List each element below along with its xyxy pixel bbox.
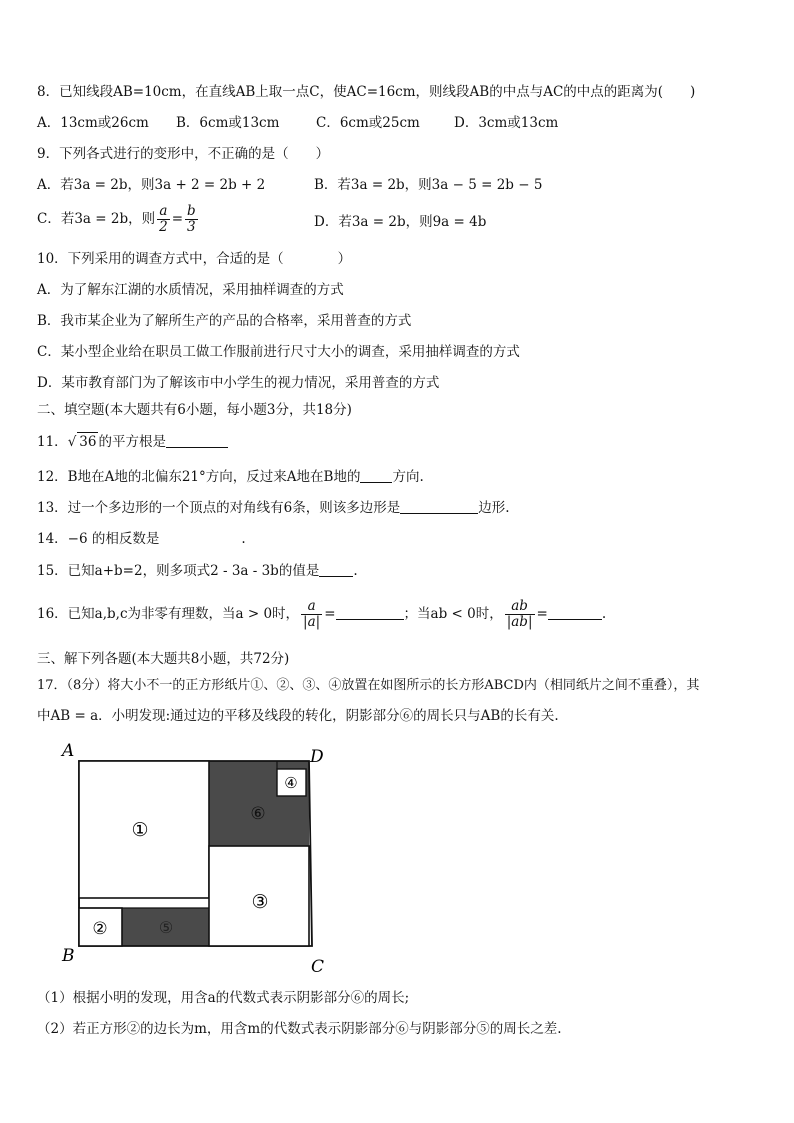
question-14: [37, 530, 246, 548]
fraction-denominator: |a|: [303, 614, 321, 630]
answer-blank-2[interactable]: [548, 605, 602, 620]
q16-end: .: [601, 606, 607, 622]
answer-blank[interactable]: [166, 433, 228, 448]
vertex-a: A: [62, 741, 75, 761]
fraction-a-over-abs-a: [301, 599, 322, 630]
fraction-numerator: ab: [505, 599, 535, 615]
question-13: [37, 499, 510, 517]
q13-suffix: 边形.: [478, 500, 510, 516]
q17-sub-question-1: （1）根据小明的发现，用含a的代数式表示阴影部分⑥的周长;: [37, 990, 410, 1006]
radicand: 36: [79, 434, 97, 450]
q13-text: 13．过一个多边形的一个顶点的对角线有6条，则该多边形是: [37, 500, 401, 516]
question-17-line-1: 17．（8分）将大小不一的正方形纸片①、②、③、④放置在如图所示的长方形ABCD内（相同纸片之间不重叠），其: [37, 678, 700, 693]
label-3: ③: [251, 891, 269, 913]
equals-sign: =: [536, 606, 548, 622]
question-11: [37, 432, 228, 451]
fraction-numerator: a: [301, 599, 322, 615]
q12-suffix: 方向.: [392, 469, 424, 485]
equals-sign: =: [171, 211, 183, 227]
label-6: ⑥: [250, 804, 266, 824]
sqrt-sign: √: [67, 434, 77, 450]
question-16: [37, 599, 606, 630]
question-12: [37, 468, 424, 486]
label-2: ②: [92, 919, 108, 939]
q15-text: 15．已知a+b=2，则多项式2 - 3a - 3b的值是: [37, 563, 320, 579]
fraction-denominator: 3: [187, 219, 196, 235]
q8-option-a: A．13cm或26cm: [37, 115, 149, 131]
section-3-heading: 三、解下列各题(本大题共8小题，共72分): [37, 651, 290, 667]
fraction-a-over-2: [157, 204, 170, 235]
q11-prefix: 11．: [37, 434, 68, 450]
answer-blank[interactable]: [360, 468, 392, 483]
question-15: [37, 562, 358, 580]
q17-sub-question-2: （2）若正方形②的边长为m，用含m的代数式表示阴影部分⑥与阴影部分⑤的周长之差.: [37, 1021, 562, 1037]
section-2-heading: 二、填空题(本大题共有6小题，每小题3分，共18分): [37, 402, 352, 418]
q11-text: 的平方根是: [98, 434, 166, 450]
question-8: 8．已知线段AB=10cm，在直线AB上取一点C，使AC=16cm，则线段AB的中点与AC的中点的距离为( ): [37, 84, 696, 100]
q10-option-a: A．为了解东江湖的水质情况，采用抽样调查的方式: [37, 282, 344, 298]
fraction-numerator: a: [157, 204, 170, 220]
vertex-c: C: [311, 957, 325, 977]
vertex-d: D: [310, 747, 324, 767]
q9-option-a: A．若3a = 2b，则3a + 2 = 2b + 2: [37, 177, 266, 193]
q10-option-c: C．某小型企业给在职员工做工作服前进行尺寸大小的调查，采用抽样调查的方式: [37, 344, 520, 360]
q16-middle: ；当ab < 0时，: [403, 606, 503, 622]
q8-option-d: D．3cm或13cm: [454, 115, 559, 131]
q9-option-d: D．若3a = 2b，则9a = 4b: [314, 214, 487, 230]
q8-option-c: C．6cm或25cm: [316, 115, 420, 131]
rectangle-abcd-figure: [56, 736, 346, 982]
q10-option-d: D．某市教育部门为了解该市中小学生的视力情况，采用普查的方式: [37, 375, 440, 391]
vertex-b: B: [62, 946, 75, 966]
label-1: ①: [131, 819, 149, 841]
fraction-denominator: 2: [159, 219, 168, 235]
q9-option-c: [37, 204, 200, 235]
question-17-line-2: 中AB = a．小明发现:通过边的平移及线段的转化，阴影部分⑥的周长只与AB的长有关.: [37, 708, 559, 724]
q14-suffix: .: [241, 531, 246, 547]
question-9: 9．下列各式进行的变形中，不正确的是（ ）: [37, 146, 330, 162]
answer-blank[interactable]: [319, 562, 353, 577]
q14-text: 14．−6 的相反数是: [37, 531, 160, 547]
fraction-denominator: |ab|: [506, 614, 533, 630]
q12-text: 12．B地在A地的北偏东21°方向，反过来A地在B地的: [37, 469, 361, 485]
q9-option-c-prefix: C．若3a = 2b，则: [37, 211, 156, 227]
fraction-b-over-3: [185, 204, 198, 235]
label-4: ④: [284, 774, 298, 792]
answer-blank-1[interactable]: [336, 605, 404, 620]
equals-sign: =: [324, 606, 336, 622]
label-5: ⑤: [158, 918, 174, 937]
answer-blank[interactable]: [400, 499, 478, 514]
question-10: 10．下列采用的调查方式中，合适的是（ ）: [37, 251, 352, 267]
q15-suffix: .: [353, 563, 358, 579]
q9-option-b: B．若3a = 2b，则3a − 5 = 2b − 5: [314, 177, 543, 193]
q16-prefix: 16．已知a,b,c为非零有理数，当a > 0时，: [37, 606, 300, 622]
q10-option-b: B．我市某企业为了解所生产的产品的合格率，采用普查的方式: [37, 313, 412, 329]
fraction-ab-over-abs-ab: [505, 599, 535, 630]
fraction-numerator: b: [187, 203, 196, 219]
q8-option-b: B．6cm或13cm: [176, 115, 280, 131]
